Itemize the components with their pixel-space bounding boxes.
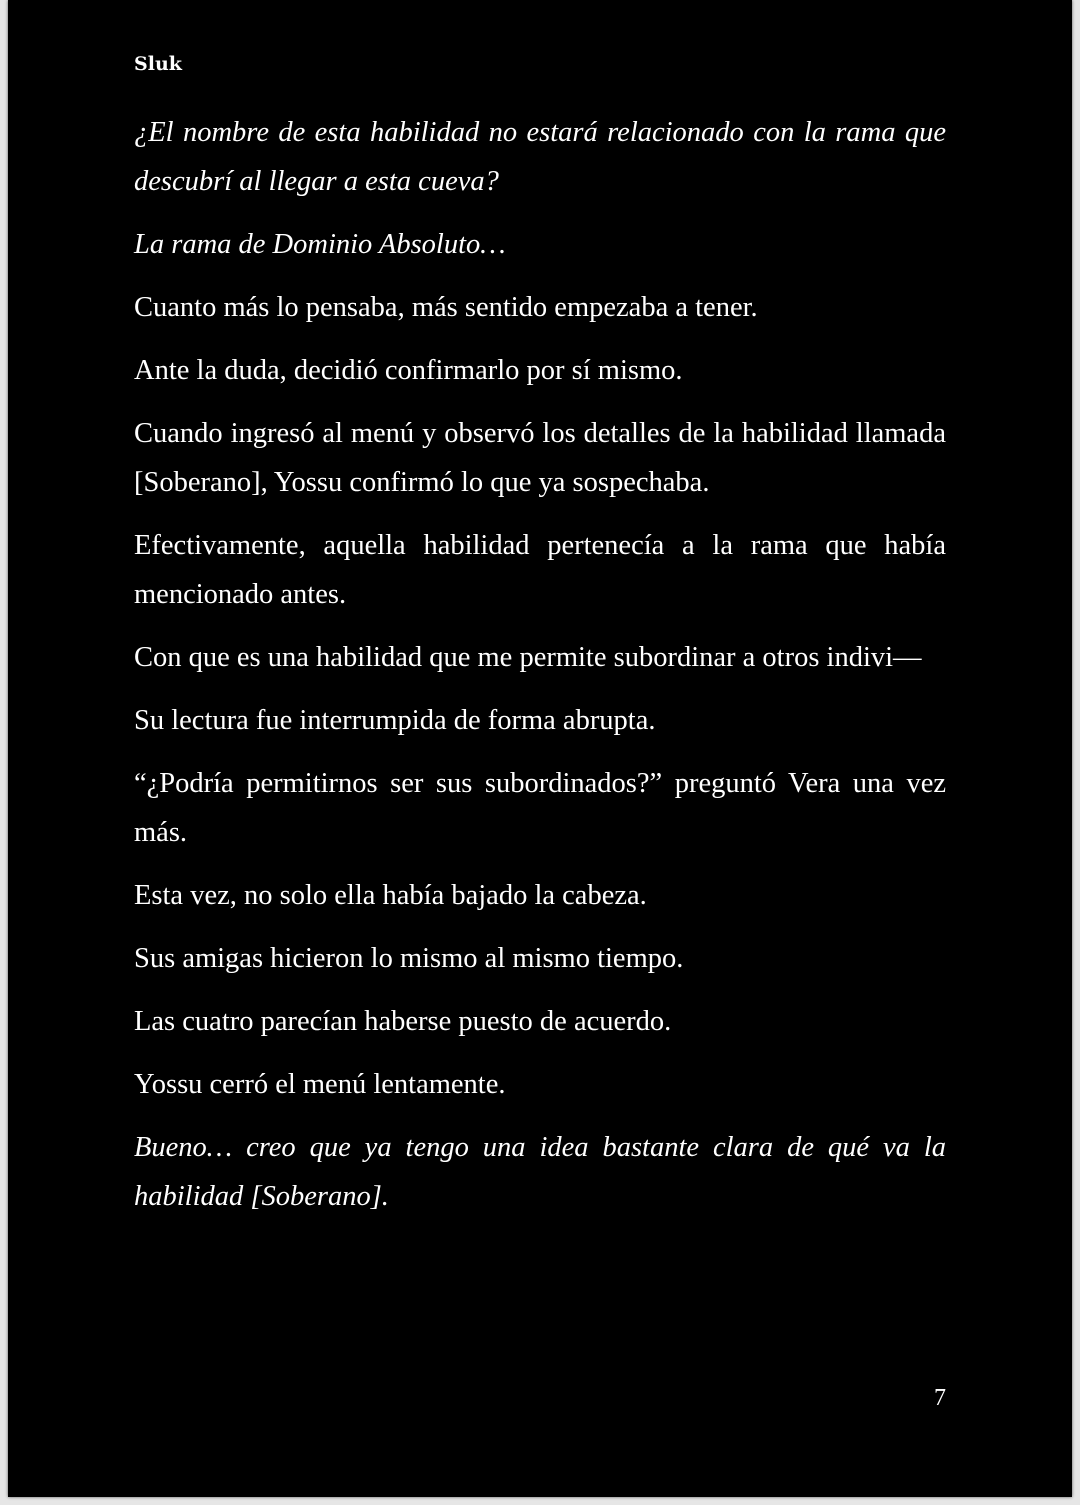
- paragraph-10: Esta vez, no solo ella había bajado la cabeza.: [134, 880, 647, 911]
- paragraph-2: La rama de Dominio Absoluto…: [134, 229, 506, 260]
- page-number: 7: [934, 1385, 946, 1411]
- paragraph-11: Sus amigas hicieron lo mismo al mismo tiempo.: [134, 943, 684, 974]
- document-page: [8, 0, 1072, 1497]
- paragraph-13: Yossu cerró el menú lentamente.: [134, 1069, 506, 1100]
- paragraph-3: Cuanto más lo pensaba, más sentido empezaba a tener.: [134, 292, 758, 323]
- paragraph-8: Su lectura fue interrumpida de forma abrupta.: [134, 705, 656, 736]
- page-body: [134, 108, 946, 1235]
- paragraph-1: ¿El nombre de esta habilidad no estará relacionado con la rama que descubrí al llegar a esta cueva?: [134, 117, 946, 197]
- paragraph-12: Las cuatro parecían haberse puesto de acuerdo.: [134, 1006, 672, 1037]
- running-header: Sluk: [134, 53, 182, 75]
- paragraph-5: Cuando ingresó al menú y observó los detalles de la habilidad llamada [Soberano], Yossu confirmó lo que ya sospechaba.: [134, 418, 946, 498]
- paragraph-6: Efectivamente, aquella habilidad pertenecía a la rama que había mencionado antes.: [134, 530, 946, 610]
- paragraph-9: “¿Podría permitirnos ser sus subordinados?” preguntó Vera una vez más.: [134, 768, 946, 848]
- paragraph-7: Con que es una habilidad que me permite subordinar a otros indivi—: [134, 642, 922, 673]
- paragraph-4: Ante la duda, decidió confirmarlo por sí mismo.: [134, 355, 683, 386]
- paragraph-14: Bueno… creo que ya tengo una idea bastante clara de qué va la habilidad [Soberano].: [134, 1132, 946, 1212]
